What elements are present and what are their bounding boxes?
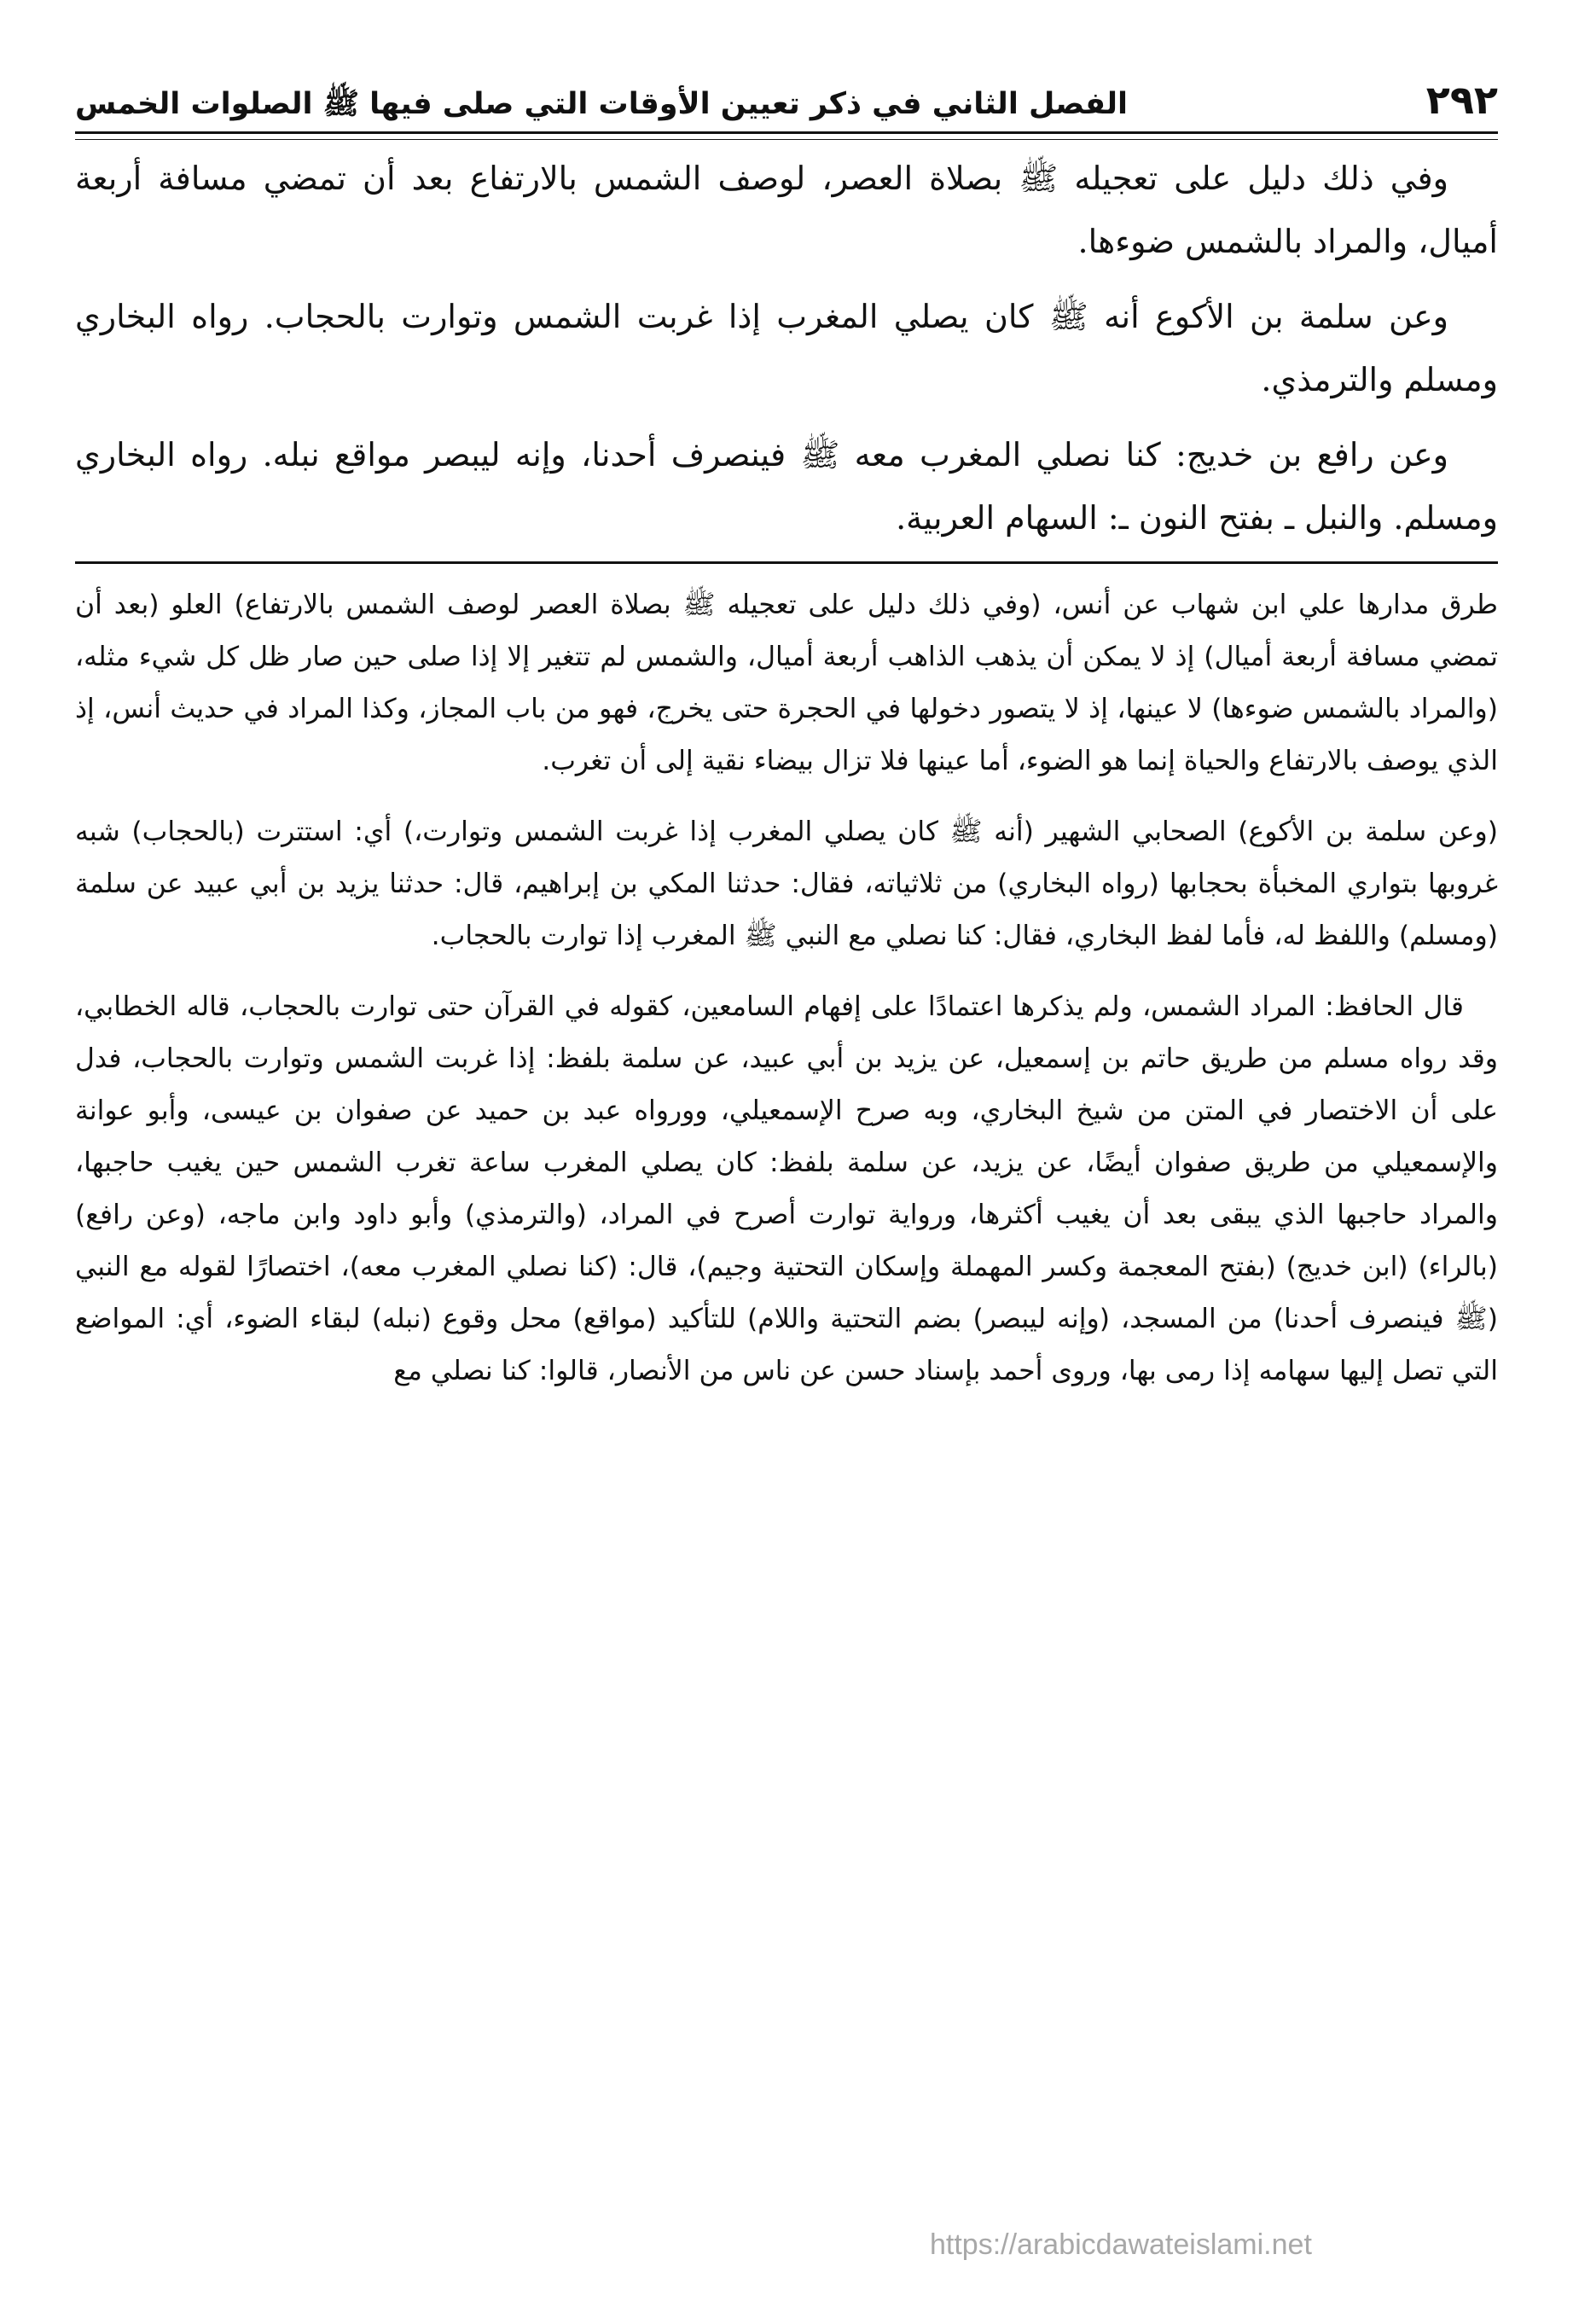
- main-text-paragraph: وفي ذلك دليل على تعجيله ﷺ بصلاة العصر، لوصف الشمس بالارتفاع بعد أن تمضي مسافة أربعة أميال، والمراد بالشمس ضوءها.: [75, 160, 1498, 260]
- watermark-url: https://arabicdawateislami.net: [930, 2228, 1312, 2261]
- book-page: [75, 67, 1498, 2285]
- commentary-paragraph: (وعن سلمة بن الأكوع) الصحابي الشهير (أنه ﷺ كان يصلي المغرب إذا غربت الشمس وتوارت،) أي: استترت (بالحجاب) شبه غروبها بتواري المخبأة بحجابها (رواه البخاري) من ثلاثياته، فقال: حدثنا المكي بن إبراهيم، قال: حدثنا يزيد بن أبي عبيد عن سلمة (ومسلم) واللفظ له، فأما لفظ البخاري، فقال: كنا نصلي مع النبي ﷺ المغرب إذا توارت بالحجاب.: [75, 816, 1498, 951]
- page-number: ٢٩٢: [1425, 77, 1498, 123]
- commentary-paragraph: قال الحافظ: المراد الشمس، ولم يذكرها اعتمادًا على إفهام السامعين، كقوله في القرآن حتى توارت بالحجاب، قاله الخطابي، وقد رواه مسلم من طريق حاتم بن إسمعيل، عن يزيد بن أبي عبيد، عن سلمة بلفظ: إذا غربت الشمس وتوارت بالحجاب، فدل على أن الاختصار في المتن من شيخ البخاري، وبه صرح الإسمعيلي، وورواه عبد بن حميد عن صفوان بن عيسى، وأبو عوانة والإسمعيلي من طريق صفوان أيضًا، عن يزيد، عن سلمة بلفظ: كان يصلي المغرب ساعة تغرب الشمس حين يغيب حاجبها، والمراد حاجبها الذي يبقى بعد أن يغيب أكثرها، ورواية توارت أصرح في المراد، (والترمذي) وأبو داود وابن ماجه، (وعن رافع) (بالراء) (ابن خديج) (بفتح المعجمة وكسر المهملة وإسكان التحتية وجيم)، قال: (كنا نصلي المغرب معه)، اختصارًا لقوله مع النبي (ﷺ فينصرف أحدنا) من المسجد، (وإنه ليبصر) بضم التحتية واللام) للتأكيد (مواقع) محل وقوع (نبله) لبقاء الضوء، أي: المواضع التي تصل إليها سهامه إذا رمى بها، وروى أحمد بإسناد حسن عن ناس من الأنصار، قالوا: كنا نصلي مع: [75, 991, 1498, 1386]
- commentary: [75, 579, 1498, 1397]
- section-divider: [75, 561, 1498, 564]
- header-rule: [75, 131, 1498, 140]
- commentary-paragraph: طرق مدارها علي ابن شهاب عن أنس، (وفي ذلك دليل على تعجيله ﷺ بصلاة العصر لوصف الشمس بالارتفاع) العلو (بعد أن تمضي مسافة أربعة أميال) إذ لا يمكن أن يذهب الذاهب أربعة أميال، والشمس لم تتغير إلا إذا صلى حين صار ظل كل شيء مثله، (والمراد بالشمس ضوءها) لا عينها، إذ لا يتصور دخولها في الحجرة حتى يخرج، فهو من باب المجاز، وكذا المراد في حديث أنس، إذ الذي يوصف بالارتفاع والحياة إنما هو الضوء، أما عينها فلا تزال بيضاء نقية إلى أن تغرب.: [75, 590, 1498, 776]
- page-header: [75, 67, 1498, 123]
- running-title: الفصل الثاني في ذكر تعيين الأوقات التي صلى فيها ﷺ الصلوات الخمس: [75, 87, 1129, 121]
- main-text-paragraph: وعن رافع بن خديج: كنا نصلي المغرب معه ﷺ فينصرف أحدنا، وإنه ليبصر مواقع نبله. رواه البخاري ومسلم. والنبل ـ بفتح النون ـ: السهام العربية.: [75, 436, 1498, 537]
- main-text-paragraph: وعن سلمة بن الأكوع أنه ﷺ كان يصلي المغرب إذا غربت الشمس وتوارت بالحجاب. رواه البخاري ومسلم والترمذي.: [75, 298, 1498, 398]
- main-text: [75, 147, 1498, 549]
